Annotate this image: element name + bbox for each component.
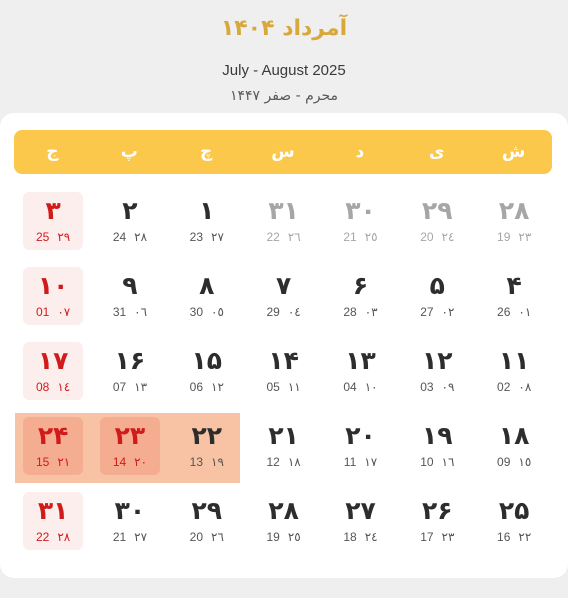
- persian-day-number: ۲۵: [498, 496, 530, 525]
- hijri-day: ۱۳: [134, 380, 148, 394]
- persian-day-number: ۲: [122, 196, 138, 225]
- secondary-dates: [177, 230, 237, 244]
- gregorian-day: 02: [497, 380, 511, 394]
- day-cell[interactable]: [14, 413, 91, 488]
- secondary-dates: [330, 455, 390, 469]
- hijri-day: ۲۹: [57, 230, 71, 244]
- day-background: [23, 342, 83, 400]
- day-background: [23, 492, 83, 550]
- day-background: [330, 192, 390, 250]
- day-cell[interactable]: [321, 188, 398, 263]
- persian-day-number: ۳۰: [345, 196, 376, 225]
- hijri-day: ۲٦: [287, 230, 301, 244]
- persian-day-number: ۱۷: [37, 346, 69, 375]
- hijri-day: ۲٦: [211, 530, 224, 544]
- weekday-tuesday: س: [271, 142, 295, 162]
- day-background: [407, 417, 467, 475]
- gregorian-day: 19: [266, 530, 280, 544]
- secondary-dates: [407, 455, 467, 469]
- secondary-dates: [100, 455, 160, 469]
- hijri-day: ۱۰: [364, 380, 378, 394]
- weekday-friday: ج: [46, 142, 59, 162]
- day-cell[interactable]: [398, 488, 475, 563]
- persian-day-number: ۷: [275, 271, 292, 300]
- secondary-dates: [23, 455, 83, 469]
- day-cell[interactable]: [245, 188, 322, 263]
- persian-day-number: ۲۴: [37, 421, 69, 450]
- week-row: [14, 488, 552, 563]
- gregorian-day: 24: [112, 230, 127, 244]
- hijri-day: ۲۰: [134, 455, 148, 469]
- gregorian-day: 09: [497, 455, 511, 469]
- secondary-dates: [484, 530, 544, 544]
- day-cell[interactable]: [321, 413, 398, 488]
- secondary-dates: [23, 305, 83, 319]
- gregorian-day: 29: [266, 305, 280, 319]
- gregorian-day: 06: [189, 380, 204, 394]
- gregorian-day: 31: [112, 305, 127, 319]
- day-background: [484, 492, 544, 550]
- persian-day-number: ۳۱: [268, 196, 299, 225]
- day-background: [407, 267, 467, 325]
- hijri-day: ۲۸: [134, 230, 148, 244]
- day-background: [100, 342, 160, 400]
- persian-day-number: ۲۸: [268, 496, 299, 525]
- persian-day-number: ۳۱: [37, 496, 69, 525]
- gregorian-day: 14: [112, 455, 127, 469]
- day-background: [254, 417, 314, 475]
- day-cell[interactable]: [14, 338, 91, 413]
- hijri-day: ۱٦: [441, 455, 455, 469]
- secondary-dates: [407, 230, 467, 244]
- secondary-dates: [484, 305, 544, 319]
- day-cell[interactable]: [475, 263, 552, 338]
- day-cell[interactable]: [14, 488, 91, 563]
- hijri-day: ۲۳: [518, 230, 532, 244]
- hijri-day: ۱٤: [57, 380, 71, 394]
- hijri-day: ۲٤: [364, 530, 378, 544]
- gregorian-day: 11: [343, 455, 357, 469]
- hijri-day: ۰۷: [57, 305, 71, 319]
- day-background: [100, 417, 160, 475]
- persian-day-number: ۲۳: [114, 421, 146, 450]
- day-cell[interactable]: [245, 338, 322, 413]
- persian-day-number: ۱۴: [268, 346, 299, 375]
- hijri-day: ۲۲: [518, 530, 532, 544]
- secondary-dates: [23, 230, 83, 244]
- gregorian-day: 03: [420, 380, 434, 394]
- secondary-dates: [484, 455, 544, 469]
- secondary-dates: [100, 380, 160, 394]
- persian-day-number: ۸: [199, 271, 215, 300]
- hijri-day: ۲۱: [57, 455, 71, 469]
- hijri-day: ۰۱: [518, 305, 532, 319]
- day-cell[interactable]: [91, 263, 168, 338]
- persian-day-number: ۲۸: [498, 196, 530, 225]
- hijri-day: ۲۷: [134, 530, 148, 544]
- day-background: [484, 342, 544, 400]
- persian-day-number: ۱: [199, 196, 215, 225]
- day-cell[interactable]: [14, 188, 91, 263]
- secondary-dates: [100, 530, 160, 544]
- hijri-day: ۱۷: [364, 455, 378, 469]
- day-cell[interactable]: [168, 188, 245, 263]
- gregorian-day: 18: [343, 530, 357, 544]
- persian-day-number: ۲۹: [422, 196, 453, 225]
- day-background: [177, 342, 237, 400]
- persian-day-number: ۹: [122, 271, 138, 300]
- day-cell[interactable]: [321, 338, 398, 413]
- hijri-day: ۱٥: [518, 455, 532, 469]
- gregorian-day: 08: [35, 380, 50, 394]
- gregorian-day: 01: [35, 305, 50, 319]
- gregorian-day: 22: [266, 230, 280, 244]
- secondary-dates: [330, 380, 390, 394]
- day-cell[interactable]: [91, 488, 168, 563]
- day-background: [23, 267, 83, 325]
- secondary-dates: [484, 230, 544, 244]
- day-cell[interactable]: [475, 413, 552, 488]
- day-cell[interactable]: [398, 338, 475, 413]
- persian-day-number: ۳۰: [114, 496, 146, 525]
- day-background: [100, 267, 160, 325]
- hijri-months: محرم - صفر ۱۴۴۷: [229, 88, 339, 104]
- persian-day-number: ۲۶: [422, 496, 453, 525]
- days-grid: [14, 188, 552, 563]
- hijri-day: ۰٤: [287, 305, 301, 319]
- persian-day-number: ۱۶: [114, 346, 146, 375]
- gregorian-day: 21: [112, 530, 127, 544]
- weekday-saturday: ش: [501, 142, 526, 162]
- persian-day-number: ۵: [429, 271, 445, 300]
- persian-day-number: ۲۰: [345, 421, 376, 450]
- persian-day-number: ۲۷: [345, 496, 376, 525]
- hijri-day: ۰٥: [211, 305, 224, 319]
- persian-day-number: ۴: [506, 271, 522, 300]
- persian-day-number: ۱۱: [498, 346, 530, 375]
- day-cell[interactable]: [321, 488, 398, 563]
- day-cell[interactable]: [168, 413, 245, 488]
- gregorian-day: 26: [497, 305, 511, 319]
- weekday-monday: د: [355, 142, 365, 162]
- weekday-sunday: ی: [428, 142, 445, 162]
- gregorian-day: 16: [497, 530, 511, 544]
- day-background: [484, 192, 544, 250]
- secondary-dates: [177, 455, 237, 469]
- gregorian-day: 15: [35, 455, 50, 469]
- secondary-dates: [407, 530, 467, 544]
- gregorian-day: 05: [266, 380, 280, 394]
- secondary-dates: [254, 530, 314, 544]
- gregorian-day: 17: [420, 530, 434, 544]
- day-cell[interactable]: [245, 263, 322, 338]
- gregorian-day: 28: [343, 305, 357, 319]
- day-cell[interactable]: [321, 263, 398, 338]
- secondary-dates: [23, 380, 83, 394]
- day-cell[interactable]: [398, 188, 475, 263]
- week-row: [14, 413, 552, 488]
- gregorian-day: 10: [420, 455, 434, 469]
- gregorian-day: 20: [189, 530, 204, 544]
- gregorian-day: 21: [343, 230, 357, 244]
- day-cell[interactable]: [168, 488, 245, 563]
- day-cell[interactable]: [398, 263, 475, 338]
- persian-day-number: ۱۹: [422, 421, 453, 450]
- secondary-dates: [100, 305, 160, 319]
- hijri-day: ۰۸: [518, 380, 532, 394]
- calendar-card: [0, 113, 568, 578]
- calendar-header: [0, 0, 568, 112]
- day-background: [484, 267, 544, 325]
- hijri-day: ۰۲: [441, 305, 455, 319]
- persian-day-number: ۲۱: [268, 421, 299, 450]
- hijri-day: ۲۳: [441, 530, 455, 544]
- secondary-dates: [484, 380, 544, 394]
- day-cell[interactable]: [91, 188, 168, 263]
- gregorian-day: 07: [112, 380, 127, 394]
- day-background: [23, 417, 83, 475]
- day-cell[interactable]: [91, 338, 168, 413]
- secondary-dates: [254, 305, 314, 319]
- day-cell[interactable]: [168, 338, 245, 413]
- day-background: [330, 492, 390, 550]
- day-background: [100, 492, 160, 550]
- week-row: [14, 338, 552, 413]
- day-background: [254, 492, 314, 550]
- persian-day-number: ۳: [45, 196, 61, 225]
- hijri-day: ۱۸: [287, 455, 301, 469]
- secondary-dates: [330, 305, 390, 319]
- month-title: آمرداد ۱۴۰۴: [220, 16, 348, 41]
- week-row: [14, 188, 552, 263]
- day-cell[interactable]: [14, 263, 91, 338]
- gregorian-day: 27: [420, 305, 434, 319]
- gregorian-day: 25: [35, 230, 50, 244]
- gregorian-day: 13: [189, 455, 204, 469]
- day-background: [330, 267, 390, 325]
- weekday-thursday: پ: [120, 142, 138, 162]
- day-background: [484, 417, 544, 475]
- hijri-day: ۲٥: [364, 230, 378, 244]
- hijri-day: ۰۹: [441, 380, 455, 394]
- day-background: [330, 417, 390, 475]
- day-cell[interactable]: [475, 338, 552, 413]
- persian-day-number: ۱۳: [345, 346, 376, 375]
- secondary-dates: [407, 305, 467, 319]
- day-background: [407, 492, 467, 550]
- secondary-dates: [254, 230, 314, 244]
- day-cell[interactable]: [398, 413, 475, 488]
- week-row: [14, 263, 552, 338]
- gregorian-day: 22: [35, 530, 50, 544]
- day-background: [254, 192, 314, 250]
- persian-day-number: ۲۹: [191, 496, 223, 525]
- secondary-dates: [23, 530, 83, 544]
- hijri-day: ۲٥: [287, 530, 301, 544]
- day-cell[interactable]: [245, 488, 322, 563]
- persian-day-number: ۲۲: [191, 421, 223, 450]
- hijri-day: ۱۱: [287, 380, 301, 394]
- gregorian-day: 04: [343, 380, 357, 394]
- hijri-day: ۱۹: [211, 455, 224, 469]
- hijri-day: ۲۷: [211, 230, 224, 244]
- weekday-wednesday: چ: [200, 142, 213, 162]
- day-background: [177, 267, 237, 325]
- secondary-dates: [330, 230, 390, 244]
- day-background: [254, 342, 314, 400]
- day-background: [407, 342, 467, 400]
- day-background: [23, 192, 83, 250]
- gregorian-day: 20: [420, 230, 434, 244]
- secondary-dates: [330, 530, 390, 544]
- hijri-day: ۲۸: [57, 530, 71, 544]
- gregorian-day: 19: [497, 230, 511, 244]
- hijri-day: ۰٦: [134, 305, 148, 319]
- persian-day-number: ۱۰: [37, 271, 69, 300]
- day-cell[interactable]: [168, 263, 245, 338]
- gregorian-day: 30: [189, 305, 204, 319]
- secondary-dates: [177, 530, 237, 544]
- day-cell[interactable]: [245, 413, 322, 488]
- hijri-day: ۰۳: [364, 305, 378, 319]
- day-background: [100, 192, 160, 250]
- day-background: [177, 417, 237, 475]
- hijri-day: ۲٤: [441, 230, 455, 244]
- persian-day-number: ۱۲: [422, 346, 453, 375]
- secondary-dates: [100, 230, 160, 244]
- day-background: [254, 267, 314, 325]
- day-cell[interactable]: [91, 413, 168, 488]
- day-background: [407, 192, 467, 250]
- weekday-bar: [14, 130, 552, 174]
- day-background: [330, 342, 390, 400]
- secondary-dates: [254, 455, 314, 469]
- secondary-dates: [254, 380, 314, 394]
- day-cell[interactable]: [475, 488, 552, 563]
- day-background: [177, 192, 237, 250]
- day-cell[interactable]: [475, 188, 552, 263]
- persian-day-number: ۱۵: [191, 346, 223, 375]
- secondary-dates: [177, 380, 237, 394]
- secondary-dates: [177, 305, 237, 319]
- persian-day-number: ۱۸: [498, 421, 530, 450]
- persian-day-number: ۶: [352, 271, 369, 300]
- gregorian-day: 12: [266, 455, 280, 469]
- hijri-day: ۱۲: [211, 380, 224, 394]
- gregorian-months: July - August 2025: [222, 62, 346, 79]
- secondary-dates: [407, 380, 467, 394]
- gregorian-day: 23: [189, 230, 204, 244]
- day-background: [177, 492, 237, 550]
